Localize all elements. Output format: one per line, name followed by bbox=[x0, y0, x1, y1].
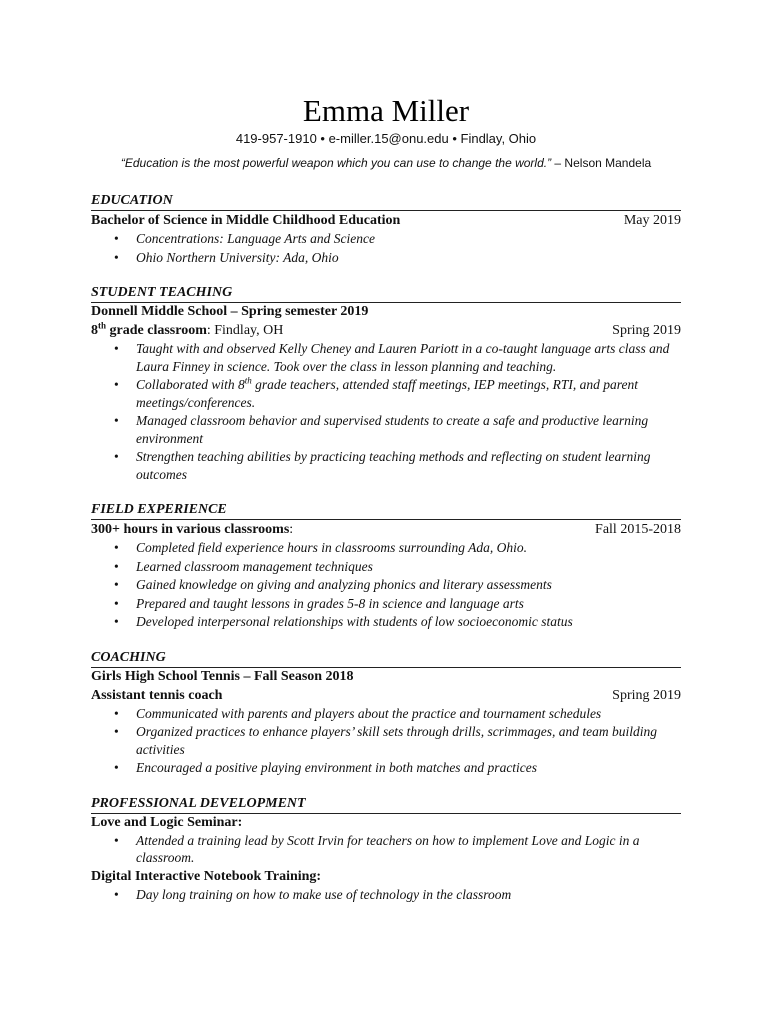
grade-date: Spring 2019 bbox=[612, 323, 681, 338]
coach-date: Spring 2019 bbox=[612, 687, 681, 703]
quote-author: – Nelson Mandela bbox=[551, 156, 652, 170]
grade-number: 8 bbox=[91, 323, 98, 338]
list-item: • Ohio Northern University: Ada, Ohio bbox=[136, 249, 681, 267]
list-item: • Completed field experience hours in classrooms surrounding Ada, Ohio. bbox=[136, 539, 681, 557]
school-name: Donnell Middle School – Spring semester 2019 bbox=[91, 304, 369, 319]
student-teaching-section bbox=[91, 284, 681, 483]
list-item: • Concentrations: Language Arts and Science bbox=[136, 230, 681, 248]
pd-item: Digital Interactive Notebook Training: bbox=[91, 868, 322, 884]
list-item: • Developed interpersonal relationships with students of low socioeconomic status bbox=[136, 613, 681, 631]
list-item: • Encouraged a positive playing environment in both matches and practices bbox=[136, 759, 681, 777]
quote-text: “Education is the most powerful weapon which you can use to change the world.” bbox=[120, 156, 552, 170]
grade-location: : Findlay, OH bbox=[206, 323, 284, 338]
section-title: FIELD EXPERIENCE bbox=[91, 501, 681, 520]
list-item: • Strengthen teaching abilities by practicing teaching methods and reflecting on student learning outcomes bbox=[136, 448, 681, 483]
grade-text: grade classroom bbox=[106, 323, 207, 338]
role-row bbox=[91, 686, 681, 705]
grade-label bbox=[91, 321, 283, 340]
bullet-text: Collaborated with 8 bbox=[136, 377, 245, 392]
list-item: • Prepared and taught lessons in grades 5-8 in science and language arts bbox=[136, 595, 681, 613]
bullet-superscript: th bbox=[244, 375, 252, 386]
list-item: • Learned classroom management techniques bbox=[136, 558, 681, 576]
education-section bbox=[91, 192, 681, 266]
candidate-name: Emma Miller bbox=[302, 93, 470, 128]
degree-row bbox=[91, 211, 681, 230]
field-heading-text: 300+ hours in various classrooms bbox=[91, 522, 290, 537]
coach-role: Assistant tennis coach bbox=[91, 687, 223, 703]
pd-bullets bbox=[91, 886, 681, 904]
degree: Bachelor of Science in Middle Childhood Education bbox=[91, 213, 401, 228]
student-teaching-bullets bbox=[91, 340, 681, 483]
pd-item: Love and Logic Seminar: bbox=[91, 814, 243, 830]
grade-superscript: th bbox=[98, 320, 107, 331]
quote-line bbox=[91, 154, 681, 172]
field-row bbox=[91, 520, 681, 539]
field-experience-section bbox=[91, 501, 681, 631]
list-item: • Gained knowledge on giving and analyzing phonics and literary assessments bbox=[136, 576, 681, 594]
section-title: EDUCATION bbox=[91, 192, 681, 211]
pd-bullets bbox=[91, 832, 681, 867]
list-item: • Organized practices to enhance players’ skill sets through drills, scrimmages, and team building activities bbox=[136, 723, 681, 758]
list-item: • Communicated with parents and players about the practice and tournament schedules bbox=[136, 705, 681, 723]
section-title: COACHING bbox=[91, 649, 681, 668]
grade-row bbox=[91, 321, 681, 340]
field-heading-suffix: : bbox=[289, 522, 294, 537]
degree-date: May 2019 bbox=[623, 213, 681, 228]
team-name: Girls High School Tennis – Fall Season 2018 bbox=[91, 668, 354, 684]
section-title: STUDENT TEACHING bbox=[91, 284, 681, 303]
field-bullets bbox=[91, 539, 681, 631]
list-item: • Day long training on how to make use of technology in the classroom bbox=[136, 886, 681, 904]
list-item: • Attended a training lead by Scott Irvin for teachers on how to implement Love and Logic in a classroom. bbox=[136, 832, 681, 867]
list-item: • Managed classroom behavior and supervised students to create a safe and productive learning environment bbox=[136, 412, 681, 447]
list-item: • Taught with and observed Kelly Cheney and Lauren Pariott in a co-taught language arts class and Laura Finney in science. Took over the class in lesson planning and teaching. bbox=[136, 340, 681, 375]
coaching-bullets bbox=[91, 705, 681, 777]
education-bullets bbox=[91, 230, 681, 266]
section-title: PROFESSIONAL DEVELOPMENT bbox=[91, 795, 681, 814]
contact-line: 419-957-1910 • e-miller.15@onu.edu • Findlay, Ohio bbox=[235, 131, 537, 146]
resume-content bbox=[91, 92, 681, 904]
field-date: Fall 2015-2018 bbox=[595, 522, 681, 537]
list-item bbox=[136, 376, 681, 411]
coaching-section bbox=[91, 649, 681, 777]
field-heading bbox=[91, 520, 293, 539]
bullet-text: grade teachers, attended staff meetings, IEP meetings, RTI, and parent meetings/conferences. bbox=[136, 377, 638, 410]
professional-development-section bbox=[91, 795, 681, 904]
